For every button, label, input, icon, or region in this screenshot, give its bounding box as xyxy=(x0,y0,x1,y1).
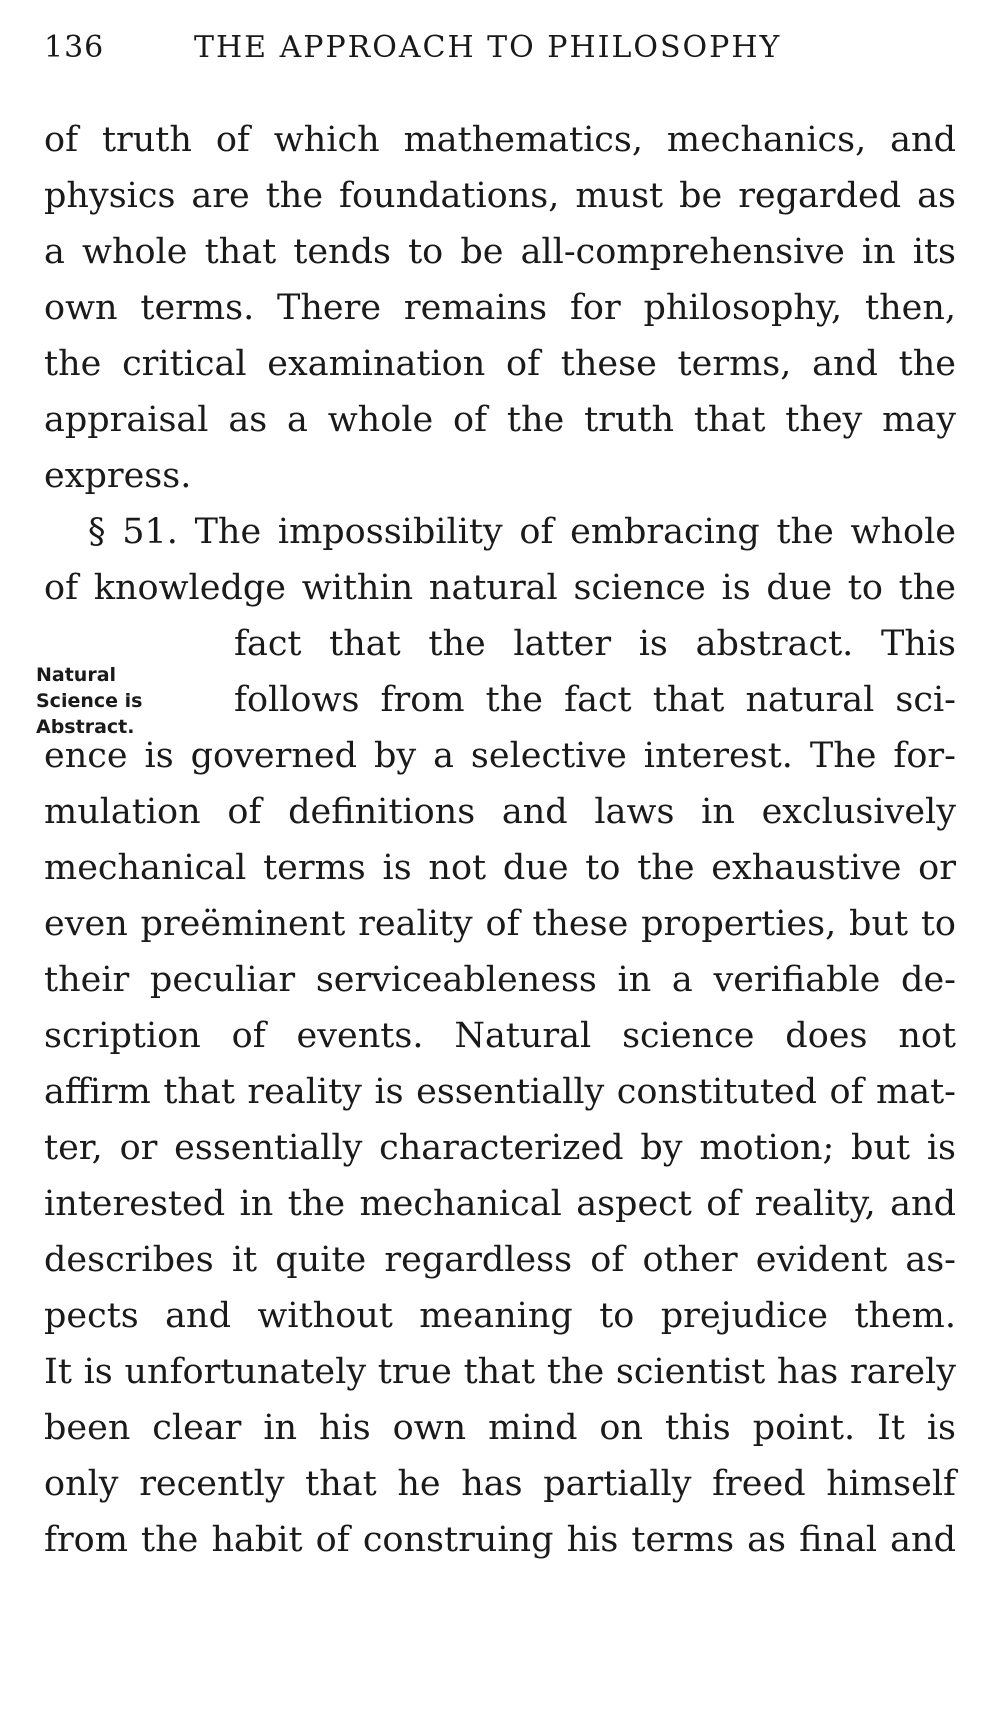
section-start-line: § 51. The impossibility of embracing the whole xyxy=(88,512,956,552)
body-text xyxy=(44,112,956,1568)
text-line: express. xyxy=(44,456,192,496)
page-number: 136 xyxy=(44,30,105,65)
text-line: describes it quite regardless of other evident as- xyxy=(44,1240,956,1280)
margin-note-line: Natural xyxy=(36,664,117,686)
text-line: appraisal as a whole of the truth that they may xyxy=(44,400,956,440)
text-line: a whole that tends to be all-comprehensive in its xyxy=(44,232,956,272)
text-line: of truth of which mathematics, mechanics, and xyxy=(44,120,956,160)
text-line: their peculiar serviceableness in a verifiable de- xyxy=(44,960,956,1000)
margin-note-line: Abstract. xyxy=(36,716,135,738)
text-line: of knowledge within natural science is due to the xyxy=(44,568,956,608)
text-line: scription of events. Natural science does not xyxy=(44,1016,956,1056)
text-line: been clear in his own mind on this point. It is xyxy=(44,1408,956,1448)
text-line: own terms. There remains for philosophy, then, xyxy=(44,288,956,328)
text-line: physics are the foundations, must be regarded as xyxy=(44,176,956,216)
text-line: only recently that he has partially freed himself xyxy=(44,1464,956,1504)
text-line: interested in the mechanical aspect of reality, and xyxy=(44,1184,956,1224)
text-line: the critical examination of these terms, and the xyxy=(44,344,956,384)
text-line: follows from the fact that natural sci- xyxy=(234,680,956,720)
running-title: THE APPROACH TO PHILOSOPHY xyxy=(194,30,782,65)
text-line: ence is governed by a selective interest. The for- xyxy=(44,736,956,776)
text-line: ter, or essentially characterized by motion; but is xyxy=(44,1128,956,1168)
text-line: mechanical terms is not due to the exhaustive or xyxy=(44,848,956,888)
text-line: even preëminent reality of these properties, but to xyxy=(44,904,956,944)
text-line: from the habit of construing his terms as final and xyxy=(44,1520,956,1560)
running-head xyxy=(44,30,944,74)
text-line: mulation of definitions and laws in exclusively xyxy=(44,792,956,832)
margin-note-line: Science is xyxy=(36,690,143,712)
text-line: fact that the latter is abstract. This xyxy=(234,624,956,664)
text-line: affirm that reality is essentially constituted of mat- xyxy=(44,1072,956,1112)
text-line: pects and without meaning to prejudice them. xyxy=(44,1296,956,1336)
text-line: It is unfortunately true that the scientist has rarely xyxy=(44,1352,956,1392)
